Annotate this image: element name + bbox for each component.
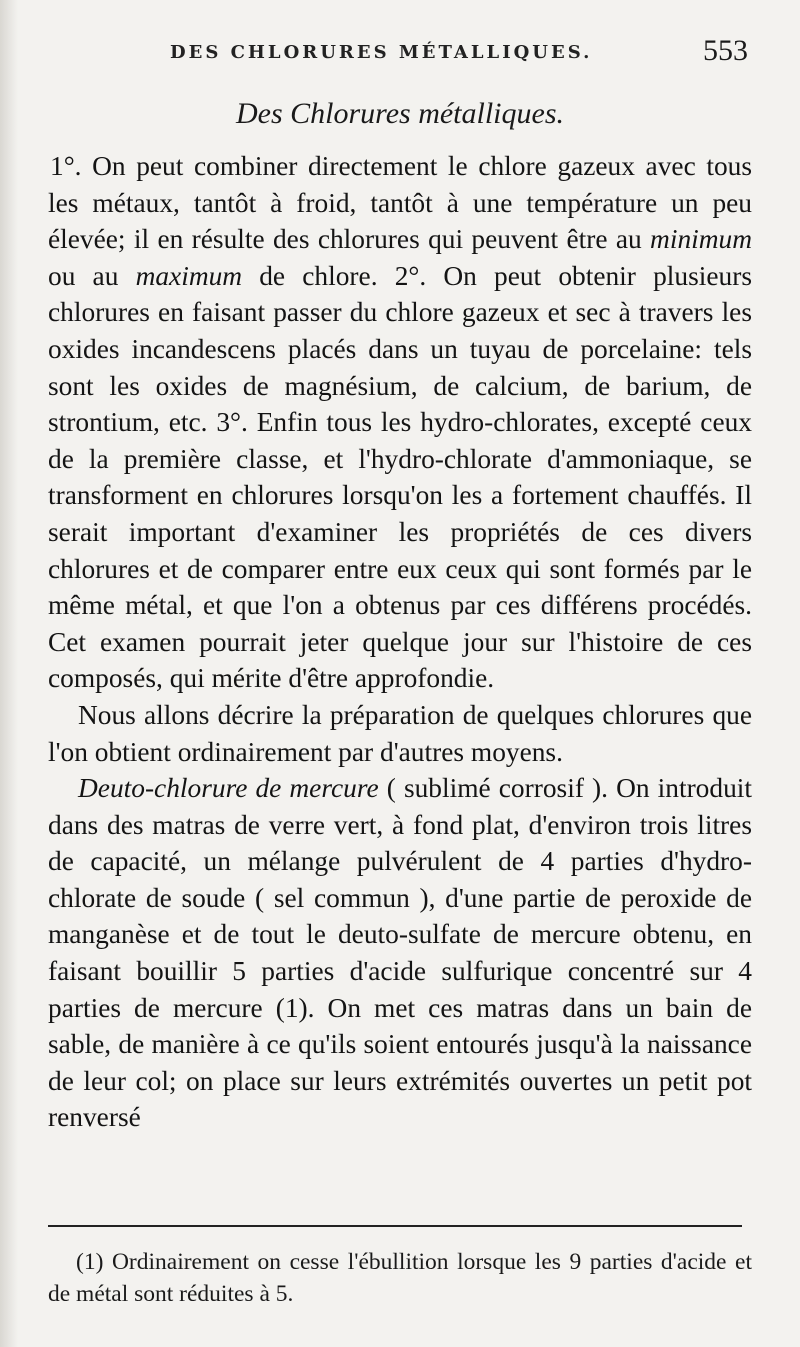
paragraph-1-part-c: ou au: [48, 260, 136, 291]
paragraph-3-text: ( sublimé corrosif ). On introduit dans des matras de verre vert, à fond plat, d'environ trois litres de capacité, un mélange pulvérulent de 4 parties d'hydro-chlorate de soude ( sel commun ), d'une partie de peroxide de manganèse et de tout le deuto-sulfate de mercure obtenu, en faisant bouillir 5 parties d'acide sulfurique concentré sur 4 parties de mercure (1). On met ces matras dans un bain de sable, de manière à ce qu'ils soient entourés jusqu'à la naissance de leur col; on place sur leurs extrémités ouvertes un petit pot renversé: [48, 773, 752, 1133]
body-text: [48, 148, 752, 1136]
paragraph-3: [48, 770, 752, 1136]
paragraph-1-part-e: de chlore. 2°. On peut obtenir plusieurs chlorures en faisant passer du chlore gazeux et sec à travers les oxides incandescens placés dans un tuyau de porcelaine: tels sont les oxides de magnésium, de calcium, de barium, de strontium, etc. 3°. Enfin tous les hydro-chlorates, excepté ceux de la première classe, et l'hydro-chlorate d'ammoniaque, se transforment en chlorures lorsqu'on les a fortement chauffés. Il serait important d'examiner les propriétés de ces divers chlorures et de comparer entre eux ceux qui sont formés par le même métal, et que l'on a obtenus par ces différens procédés. Cet examen pourrait jeter quelque jour sur l'histoire de ces composés, qui mérite d'être approfondie.: [48, 260, 752, 694]
paragraph-1: [48, 148, 752, 697]
paragraph-1-maximum: maximum: [135, 260, 243, 291]
running-title: DES CHLORURES MÉTALLIQUES.: [170, 42, 593, 63]
section-title: Des Chlorures métalliques.: [235, 97, 565, 130]
paragraph-3-title: Deuto-chlorure de mercure: [78, 773, 379, 804]
page-number: 553: [703, 34, 748, 67]
paragraph-2: Nous allons décrire la préparation de quelques chlorures que l'on obtient ordinairement par d'autres moyens.: [48, 699, 752, 767]
paragraph-1-part-a: 1°. On peut combiner directement le chlore gazeux avec tous les métaux, tantôt à froid, tantôt à une température un peu élevée; il en résulte des chlorures qui peuvent être au: [48, 151, 752, 255]
running-head: [0, 30, 800, 80]
footnote: (1) Ordinairement on cesse l'ébullition lorsque les 9 parties d'acide et de métal sont réduites à 5.: [48, 1249, 752, 1307]
footnote-rule: [48, 1225, 742, 1227]
paragraph-1-minimum: minimum: [650, 224, 752, 255]
